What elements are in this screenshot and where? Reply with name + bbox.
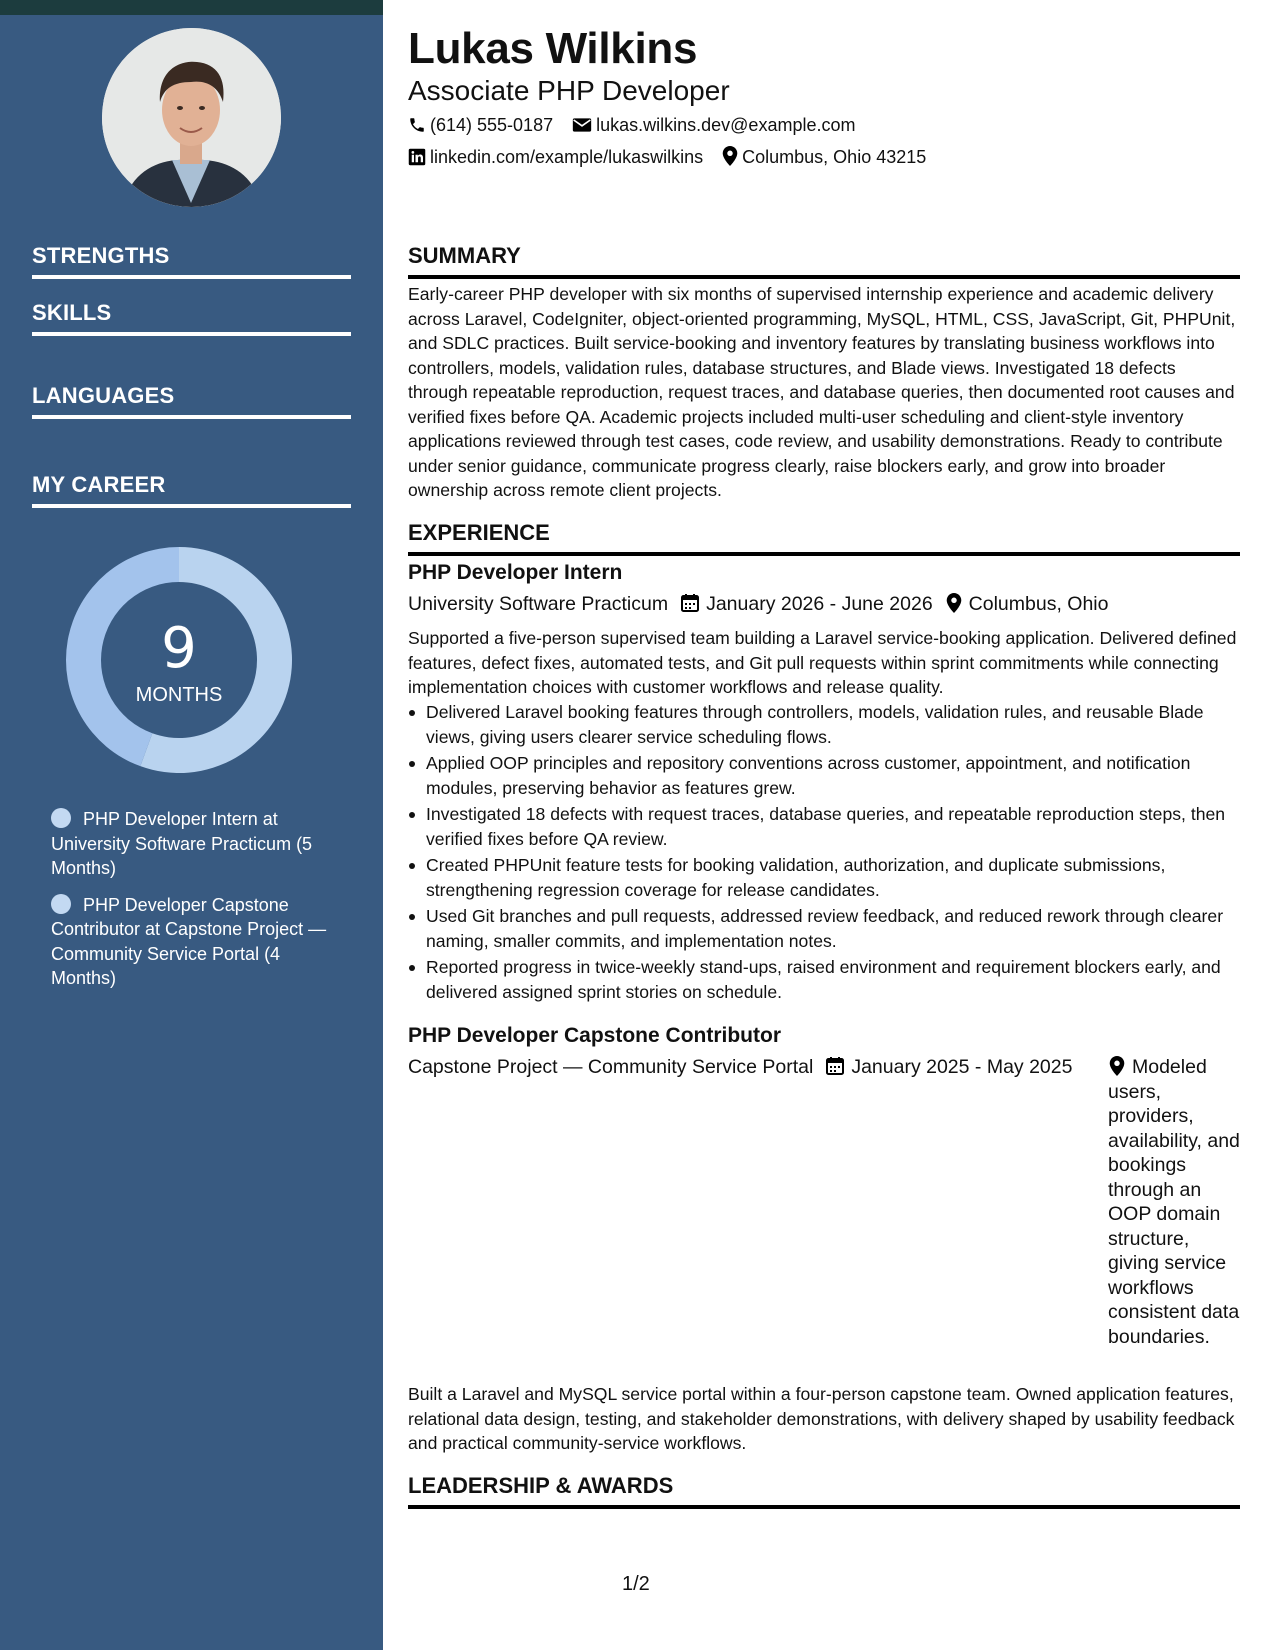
calendar-icon [825, 1056, 845, 1076]
job-location: Columbus, Ohio [968, 593, 1109, 615]
location-text: Columbus, Ohio 43215 [742, 147, 927, 167]
job-meta [408, 592, 1109, 616]
career-total-number: 9 [161, 616, 197, 681]
job-title: PHP Developer Capstone Contributor [408, 1024, 781, 1047]
job-bullets [426, 700, 1240, 1006]
job-bullet: Reported progress in twice-weekly stand-ups, raised environment and requirement blockers early, and delivered assigned sprint stories on schedule. [426, 955, 1240, 1004]
job-company: Capstone Project — Community Service Portal [408, 1056, 814, 1078]
strengths-heading: STRENGTHS [32, 243, 351, 279]
candidate-name: Lukas Wilkins [408, 24, 698, 73]
location-contact [722, 146, 926, 168]
experience-heading: EXPERIENCE [408, 520, 1240, 556]
phone-text: (614) 555-0187 [430, 115, 554, 135]
languages-heading: LANGUAGES [32, 383, 351, 419]
map-pin-icon [1108, 1056, 1126, 1076]
page-number: 1/2 [622, 1573, 650, 1595]
job-bullet: Created PHPUnit feature tests for booking validation, authorization, and duplicate submissions, strengthening regression coverage for release candidates. [426, 853, 1240, 902]
career-list-item [51, 893, 341, 991]
envelope-icon [572, 116, 592, 134]
summary-heading: SUMMARY [408, 243, 1240, 279]
email-text: lukas.wilkins.dev@example.com [596, 115, 856, 135]
job-title: PHP Developer Intern [408, 561, 623, 584]
sidebar [0, 0, 383, 1650]
contact-row-1 [408, 114, 869, 136]
phone-contact[interactable] [408, 114, 553, 136]
avatar-portrait [102, 28, 281, 207]
job-bullet: Applied OOP principles and repository conventions across customer, appointment, and notification modules, preserving behavior as features grew. [426, 751, 1240, 800]
summary-text: Early-career PHP developer with six months of supervised internship experience and academic delivery across Laravel, CodeIgniter, object-oriented programming, MySQL, HTML, CSS, JavaScript, Git, PHPUnit, and SDLC practices. Built service-booking and inventory features by translating business workflows into controllers, models, validation rules, database structures, and Blade views. Investigated 18 defects through repeatable reproduction, request traces, and database queries, then documented root causes and verified fixes before QA. Academic projects included multi-user scheduling and client-style inventory applications reviewed through test cases, code review, and usability demonstrations. Ready to contribute under senior guidance, communicate progress clearly, raise blockers early, and grow into broader ownership across remote client projects. [408, 284, 1236, 500]
career-list [51, 807, 341, 1003]
email-contact[interactable] [572, 114, 855, 136]
career-item-label: PHP Developer Intern at University Software Practicum (5 Months) [51, 809, 313, 878]
career-item-label: PHP Developer Capstone Contributor at Capstone Project — Community Service Portal (4 Months) [51, 894, 327, 988]
job-bullet: Delivered Laravel booking features through controllers, models, validation rules, and reusable Blade views, giving users clearer service scheduling flows. [426, 700, 1240, 749]
job-description: Built a Laravel and MySQL service portal within a four-person capstone team. Owned application features, relational data design, testing, and stakeholder demonstrations, with delivery shaped by usability feedback and practical community-service workflows. [408, 1384, 1235, 1453]
career-list-item [51, 807, 341, 881]
job-meta [408, 1055, 1072, 1079]
career-total-unit: MONTHS [135, 684, 223, 706]
skills-heading: SKILLS [32, 300, 351, 336]
job-location-overflow [1108, 1055, 1240, 1349]
sidebar-top-bar [0, 0, 383, 15]
job-dates: January 2026 - June 2026 [706, 593, 933, 615]
map-pin-icon [945, 593, 963, 613]
career-dot-icon [51, 894, 71, 914]
candidate-role: Associate PHP Developer [408, 75, 730, 106]
job-bullet: Used Git branches and pull requests, addressed review feedback, and reduced rework through clearer naming, smaller commits, and implementation notes. [426, 904, 1240, 953]
job-company: University Software Practicum [408, 593, 669, 615]
calendar-icon [680, 593, 700, 613]
job-dates: January 2025 - May 2025 [851, 1056, 1073, 1078]
linkedin-text: linkedin.com/example/lukaswilkins [430, 147, 704, 167]
map-pin-icon [722, 146, 738, 166]
job-bullet: Investigated 18 defects with request traces, database queries, and repeatable reproduction steps, then verified fixes before QA review. [426, 802, 1240, 851]
avatar [102, 28, 281, 207]
career-dot-icon [51, 808, 71, 828]
phone-icon [408, 116, 426, 134]
contact-row-2 [408, 146, 940, 168]
career-donut-chart [66, 547, 292, 773]
linkedin-icon [408, 148, 426, 166]
job-location: Modeled users, providers, availability, and bookings through an OOP domain structure, giving service workflows consistent data boundaries. [1108, 1056, 1240, 1348]
job-description: Supported a five-person supervised team building a Laravel service-booking application. Delivered defined features, defect fixes, automated tests, and Git pull requests within sprint commitments while connecting implementation choices with customer workflows and release quality. [408, 628, 1237, 697]
leadership-heading: LEADERSHIP & AWARDS [408, 1473, 1240, 1509]
my-career-heading: MY CAREER [32, 472, 351, 508]
linkedin-contact[interactable] [408, 146, 703, 168]
